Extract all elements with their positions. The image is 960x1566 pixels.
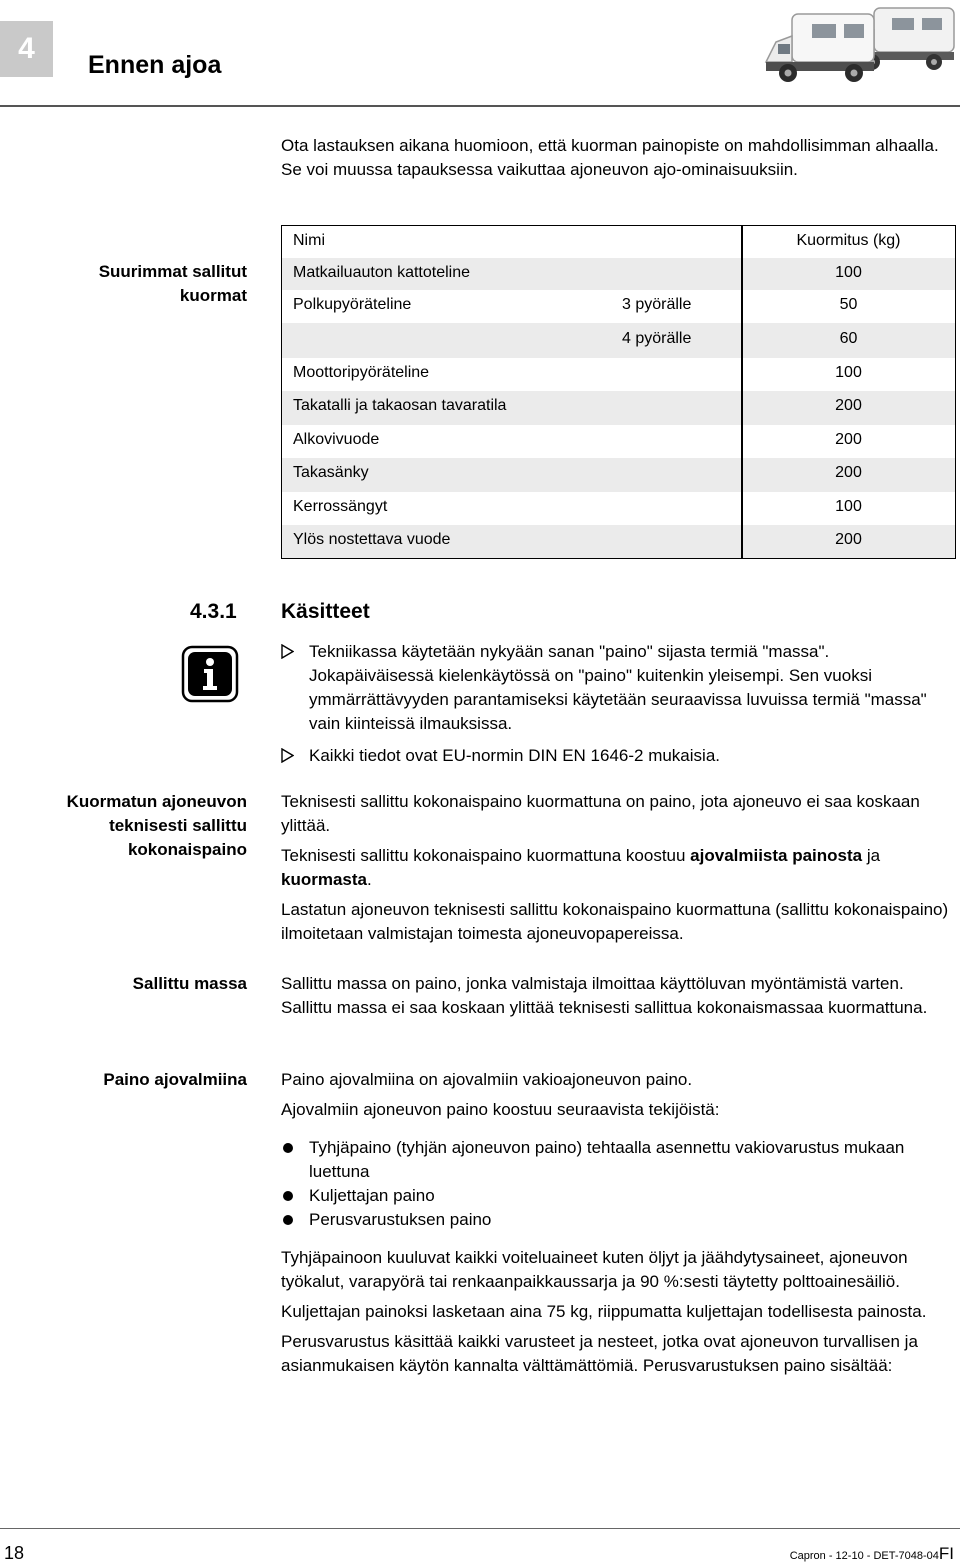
info-icon [181,645,239,703]
row-name: Polkupyöräteline [293,296,412,313]
triangle-bullet-icon [281,748,294,763]
col-load-header: Kuormitus (kg) [796,232,901,249]
loads-table [281,225,956,559]
table-row [282,290,955,323]
row-detail: 4 pyörälle [622,330,692,347]
gross-p2-bold-ready-weight: ajovalmiista painosta [690,846,863,865]
ready-bullets [281,1136,956,1232]
row-name: Takasänky [293,464,369,481]
chapter-title: Ennen ajoa [88,51,222,79]
list-item-text: Perusvarustuksen paino [309,1210,492,1229]
chapter-number: 4 [18,32,35,65]
section-notes [281,640,956,768]
row-name: Kerrossängyt [293,498,388,515]
row-value: 60 [839,330,858,347]
ready-p5: Perusvarustus käsittää kaikki varusteet ja nesteet, jotka ovat ajoneuvon turvallisen ja asianmukaisen käytön kannalta välttämättömiä. Perusvarustuksen paino sisältää: [281,1332,918,1375]
document-code-text: Capron - 12-10 - DET-7048-04 [789,1550,939,1562]
ready-p3: Tyhjäpainoon kuuluvat kaikki voiteluaineet kuten öljyt ja jäähdytysaineet, ajoneuvon työkalut, varapyörä tai renkaanpaikkaussarja ja 90 %:sesti täytetty polttoainesäiliö. [281,1248,908,1291]
language-code: FI [938,1544,954,1563]
gross-p1: Teknisesti sallittu kokonaispaino kuormattuna on paino, jota ajoneuvo ei saa koskaan ylittää. [281,792,920,835]
gross-p2-a: Teknisesti sallittu kokonaispaino kuormattuna koostuu [281,846,691,865]
ready-weight-label: Paino ajovalmiina [103,1070,247,1089]
chapter-number-box [0,21,53,77]
row-name: Takatalli ja takaosan tavaratila [293,397,507,414]
note-text: Kaikki tiedot ovat EU-normin DIN EN 1646-2 mukaisia. [309,746,720,765]
table-row [282,458,955,492]
ready-p4: Kuljettajan painoksi lasketaan aina 75 kg, riippumatta kuljettajan todellisesta painosta. [281,1302,927,1321]
intro-paragraph [281,134,956,182]
ready-p1: Paino ajovalmiina on ajovalmiin vakioajoneuvon paino. [281,1070,693,1089]
row-name: Ylös nostettava vuode [293,531,451,548]
gross-p2-bold-load: kuormasta [281,870,367,889]
col-name-header: Nimi [293,232,325,249]
intro-text: Ota lastauksen aikana huomioon, että kuorman painopiste on mahdollisimman alhaalla. Se voi muussa tapauksessa vaikuttaa ajoneuvon ajo-ominaisuuksiin. [281,136,939,179]
bullet-dot-icon [283,1191,293,1201]
gross-label-line3: kokonaispaino [127,840,247,859]
loads-side-label-line2: kuormat [179,286,247,305]
row-value: 100 [835,498,862,515]
row-value: 50 [839,296,858,313]
ready-weight-text [281,1068,956,1378]
row-value: 100 [835,264,862,281]
header-rule [0,105,960,107]
row-name: Matkailuauton kattoteline [293,264,470,281]
gross-weight-label [17,790,247,862]
list-item [281,1208,956,1232]
table-row [282,525,955,558]
table-column-divider [741,226,743,558]
row-value: 200 [835,464,862,481]
gross-p2-c: ja [862,846,881,865]
footer-rule [0,1528,960,1529]
table-row [282,425,955,458]
gross-p3: Lastatun ajoneuvon teknisesti sallittu kokonaispaino kuormattuna (sallittu kokonaispaino) ilmoitetaan valmistajan toimesta ajoneuvopapereissa. [281,900,949,943]
table-row [282,391,955,425]
permitted-p1: Sallittu massa on paino, jonka valmistaja ilmoittaa käyttöluvan myöntämistä varten. Sallittu massa ei saa koskaan ylittää teknisesti sallittua kokonaismassaa kuormattuna. [281,974,928,1017]
gross-weight-text [281,790,956,946]
gross-p2 [281,844,956,892]
list-item [281,1184,956,1208]
table-header-row [282,226,955,258]
section-title: Käsitteet [281,600,370,623]
gross-p2-e: . [366,870,372,889]
document-code [790,1544,954,1564]
row-name: Alkovivuode [293,431,380,448]
motorhome-illustration [762,0,960,84]
note-text: Tekniikassa käytetään nykyään sanan "paino" sijasta termiä "massa". Jokapäiväisessä kielenkäytössä on "paino" kuitenkin yleisempi. Sen vuoksi ymmärrättävyyden parantamiseksi käytetään seuraavissa luvuissa termiä "massa" vain kiinteissä ilmauksissa. [309,642,927,733]
row-value: 100 [835,364,862,381]
list-item-text: Tyhjäpaino (tyhjän ajoneuvon paino) tehtaalla asennettu vakiovarustus mukaan luettuna [309,1138,905,1181]
page-number: 18 [4,1543,25,1563]
gross-label-line1: Kuormatun ajoneuvon [66,792,247,811]
section-number: 4.3.1 [190,600,237,623]
row-name: Moottoripyöräteline [293,364,430,381]
list-item-text: Kuljettajan paino [309,1186,435,1205]
row-value: 200 [835,531,862,548]
bullet-dot-icon [283,1143,293,1153]
list-item [281,1136,956,1184]
note-item [281,744,956,768]
loads-side-label-line1: Suurimmat sallitut [98,262,247,281]
table-row [282,492,955,525]
permitted-mass-text [281,972,956,1020]
row-value: 200 [835,397,862,414]
permitted-mass-label: Sallittu massa [132,974,247,993]
bullet-dot-icon [283,1215,293,1225]
table-row [282,258,955,290]
table-row [282,358,955,391]
note-item [281,640,956,736]
row-value: 200 [835,431,862,448]
gross-label-line2: teknisesti sallittu [109,816,247,835]
ready-p2: Ajovalmiin ajoneuvon paino koostuu seuraavista tekijöistä: [281,1100,720,1119]
table-row [282,323,955,358]
triangle-bullet-icon [281,644,294,659]
row-detail: 3 pyörälle [622,296,692,313]
loads-side-label [17,260,247,308]
